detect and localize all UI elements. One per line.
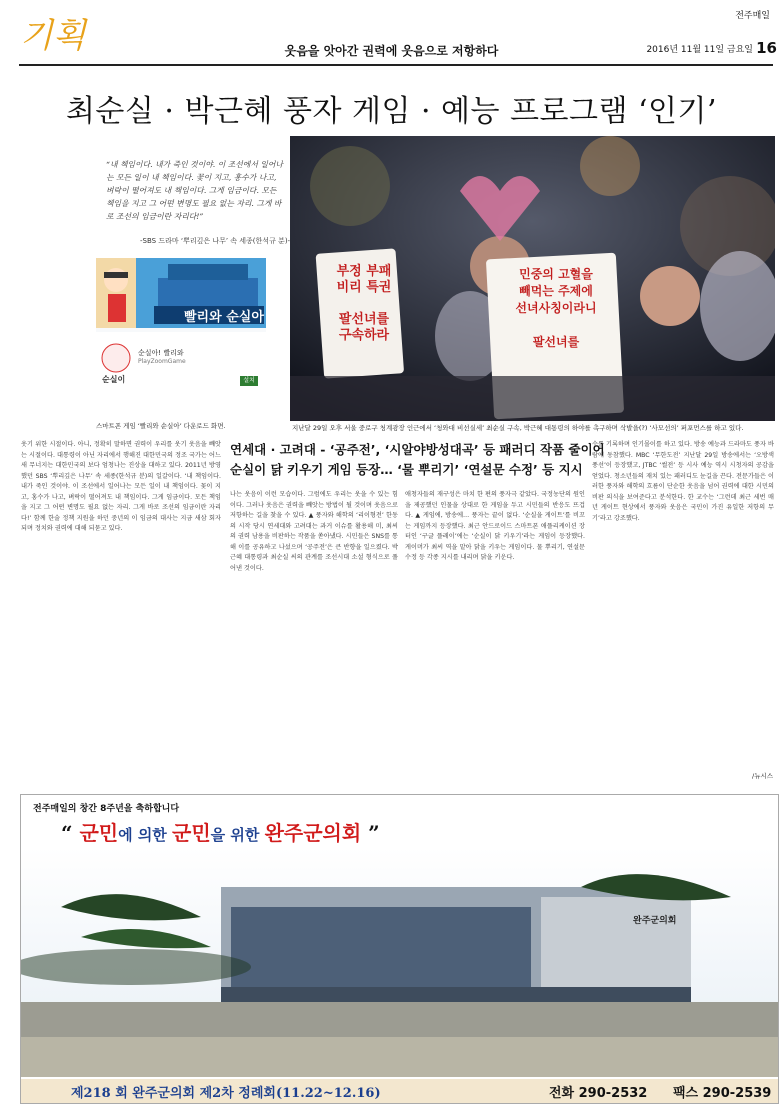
section-title: 웃음을 앗아간 권력에 웃음으로 저항하다 [284,44,499,58]
page-number: 16 [756,39,777,57]
session-banner-text: 제218 회 완주군의회 제2차 정례회(11.22~12.16) [71,1086,381,1101]
slogan-open-quote: “ [61,821,80,845]
ad-banner [21,1079,778,1103]
header-divider [19,64,773,66]
slogan-word-1: 군민 [79,821,119,845]
pull-quote: “내 책임이다. 내가 죽인 것이야. 이 조선에서 일어나는 모든 일이 내 책임이다. 꽃이 지고, 홍수가 나고, 벼락이 떨어져도 내 책임이다. 그게 임금이다. 모든 책임을 지고 그 어떤 변명도 필요 없는 자리. 그게 바로 조선의 임금이란 자리다!” [106,160,283,221]
ad-slogan [61,817,380,846]
game-screenshot-photo [96,258,266,418]
install-button[interactable]: 설치 [243,377,255,384]
slogan-close-quote: ” [361,821,380,845]
game-photo-caption: 스마트폰 게임 ‘빨리와 순실아’ 다운로드 화면. [96,422,226,430]
section-kicker: 기획 [20,16,86,56]
game-developer: PlayZoomGame [138,358,186,365]
game-app-name: 순실아! 빨리와 [138,349,184,357]
issue-date: 2016년 11월 11일 금요일 [646,45,753,55]
advertisement [20,794,779,1104]
slogan-mid-2: 을 위한 [210,826,265,844]
protest-photo-caption: 지난달 29일 오후 서울 중로구 청계광장 인근에서 ‘청와대 비선실세’ 최순실 구속, 박근혜 대통령의 하야를 촉구하며 삭발을(?) ‘사모선의’ 퍼포먼스를 하고 있다. [292,424,744,432]
byline: /뉴시스 [752,772,774,780]
game-title-text: 빨리와 순실아 [184,310,264,325]
council-building-photo [21,847,778,1077]
sub-headline-2: 순실이 닭 키우기 게임 등장… ‘물 뿌리기’ ‘연설문 수정’ 등 지시 [230,462,583,477]
building-sign: 완주군의회 [633,916,677,926]
protest-photo [290,136,775,421]
slogan-word-3: 완주군의회 [264,821,362,845]
game-screen-art [96,258,266,418]
article-column-4: 수를 기록하며 인기몰이를 하고 있다. 방송 예능과 드라마도 풍자 바람에 동참했다. MBC ‘무한도전’ 지난달 29일 방송에서는 ‘오방색 풍선’이 등장했고, JTBC ‘썰전’ 등 시사 예능 역시 시청자의 공감을 얻었다. 청소년들의 재치 있는 패러디도 눈길을 끈다. 전문가들은 이러한 풍자와 해학의 흐름이 단순한 웃음을 넘어 권력에 대한 시민의 비판 의식을 보여준다고 분석한다. 한 교수는 ‘그런데 최근 세번 매년 게이트 현상에서 풍자와 웃음은 국민이 가진 유일한 저항의 무기’라고 강조했다. [592,441,774,522]
article-column-3: 애청자들의 재구성은 마치 한 편의 풍자극 같았다. 국정농단의 원인을 제공했던 인물을 상대로 한 게임을 두고 시민들의 반응도 뜨겁다. ▲ 게임에, 방송에… 풍자는 끝이 없다. ‘순실을 게이트’를 비꼬는 게임까지 등장했다. 최근 안드로이드 스마트폰 애플리케이션 장터인 ‘구글 플레이’에는 ‘순실이 닭 키우기’라는 게임이 등장했다. 게이머가 최씨 역을 맡아 닭을 키우는 게임이다. 물 뿌리기, 연설문 수정 등 각종 지시를 내리며 닭을 키운다. [405,491,585,561]
sub-headline-1: 연세대 · 고려대 - ‘공주전’, ‘시알야방성대곡’ 등 패러디 작품 줄이어 [230,442,605,457]
paper-name: 전주매일 [735,11,770,21]
protest-sign-2: 민중의 고혈을 빼먹는 주제에 선녀사칭이라니 팔선녀를 [515,267,597,349]
article-column-1: 웃기 위한 시절이다. 아니, 정확히 말하면 권력이 우리를 웃기 웃음을 빼앗는 시절이다. 대통령이 아닌 자리에서 행해진 대한민국의 정조 국가는 어느새 무너지는 대한민국의 보다 엄청나는 진상을 대하고 있다. 2011년 방영했던 SBS ‘뿌리깊은 나무’ 속 세종(한석규 분)의 일갈이다. ‘내 책임이다. 내가 죽인 것이야. 이 조선에서 일어나는 모든 일이 내 책임이다. 꽃이 지고, 홍수가 나고, 벼락이 떨어져도 내 책임이다. 그게 임금이다. 모든 책임을 지고 그 어떤 변명도 필요 없는 자리. 그게 바로 조선의 임금이란 자리다!’ 함께 한술 정책 지원을 하던 중년의 이 임금의 대사는 지금 새삼 회자되며 정치와 권력에 대해 되묻고 있다. [21,441,221,532]
slogan-mid-1: 에 의한 [118,826,173,844]
pull-quote-source: -SBS 드라마 ‘뿌리깊은 나무’ 속 세종(한석규 분)- [140,237,291,245]
ad-header: 전주매일의 창간 8주년을 축하합니다 [33,804,180,814]
article-column-2: 나는 웃음이 이런 모습이다. 그럼에도 우리는 웃을 수 있는 힘이다. 그러나 웃음은 권력을 빼앗는 방법이 될 것이며 웃음으로 저항하는 길을 찾을 수 있다. ▲ 풍자와 해학의 ‘리이형전’ 한동의 시작 당시 연세대와 고려대는 과거 이슈를 활용해 미, 최씨의 권력 남용을 비판하는 작품을 쏟아냈다. 시민들은 SNS를 통해 이를 공유하고 나섰으며 ‘공주전’은 큰 반향을 일으켰다. 박근혜 대통령과 최순실 씨의 관계를 조선시대 소설 형식으로 풀어낸 것이다. [230,491,398,572]
council-fax: 팩스 290-2539 [673,1086,772,1101]
council-phone: 전화 290-2532 [549,1086,648,1101]
protest-sign-1: 부정 부패 비리 특권 팔선녀를 구속하라 [336,264,392,343]
slogan-word-2: 군민 [172,821,211,845]
article-headline: 최순실 · 박근혜 풍자 게임 · 예능 프로그램 ‘인기’ [65,94,718,129]
game-character-label: 순실이 [102,375,126,384]
